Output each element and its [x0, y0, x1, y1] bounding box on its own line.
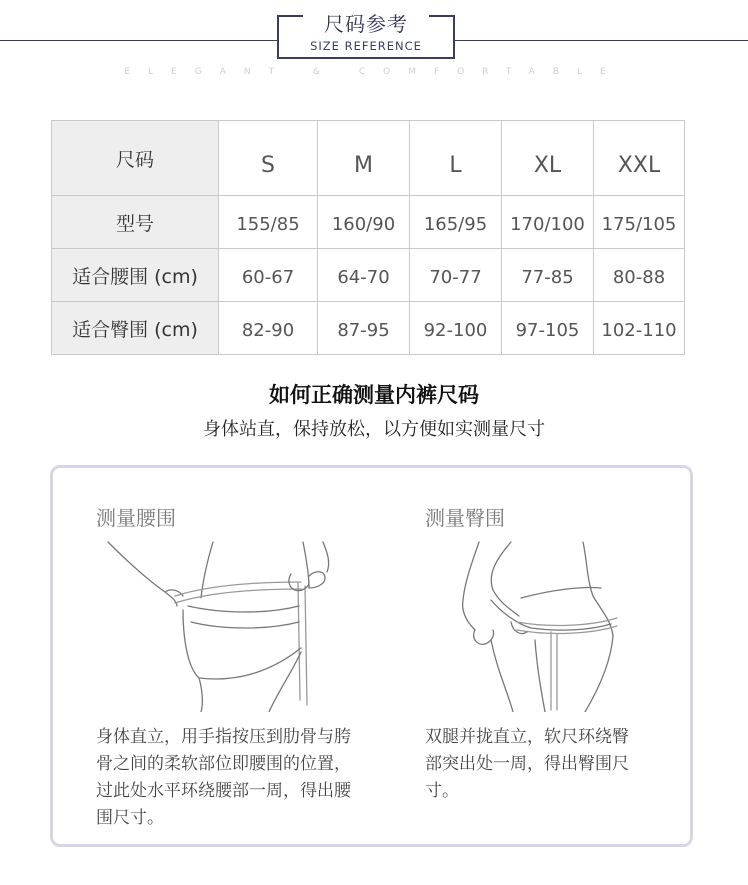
table-cell: 92-100 [410, 302, 502, 355]
table-row [52, 302, 685, 355]
table-cell: 160/90 [318, 196, 410, 249]
hip-description-line: 双腿并拢直立，软尺环绕臀 [425, 727, 629, 747]
table-cell: 77-85 [502, 249, 594, 302]
header-subtitle: SIZE REFERENCE [310, 39, 422, 53]
size-label: L [410, 121, 502, 196]
table-cell: 80-88 [594, 249, 685, 302]
waist-description-line: 身体直立，用手指按压到肋骨与胯 [96, 727, 351, 747]
waist-description-line: 围尺寸。 [96, 808, 164, 828]
size-chart-table [51, 120, 685, 355]
size-label: S [219, 121, 318, 196]
table-cell: 165/95 [410, 196, 502, 249]
table-cell: 97-105 [502, 302, 594, 355]
howto-subtitle: 身体站直，保持放松，以方便如实测量尺寸 [203, 419, 545, 440]
table-header-row [52, 121, 685, 196]
table-row [52, 249, 685, 302]
header-rule-right [455, 40, 748, 41]
table-cell: 64-70 [318, 249, 410, 302]
waist-description-line: 骨之间的柔软部位即腰围的位置， [96, 754, 351, 774]
table-header-label: 尺码 [52, 121, 219, 196]
hip-description-line: 部突出处一周，得出臀围尺 [425, 754, 629, 774]
hip-description-line: 寸。 [425, 781, 459, 801]
header-title: 尺码参考 [324, 12, 408, 36]
size-label: XXL [594, 121, 685, 196]
waist-description-line: 过此处水平环绕腰部一周，得出腰 [96, 781, 351, 801]
waist-title: 测量腰围 [96, 506, 176, 530]
table-cell: 87-95 [318, 302, 410, 355]
header-title-box [277, 12, 455, 59]
waist-measure-illustration [103, 540, 353, 712]
header-rule-left [0, 40, 277, 41]
waist-description [96, 724, 396, 832]
row-label: 适合腰围 (cm) [52, 249, 219, 302]
table-cell: 175/105 [594, 196, 685, 249]
hip-measure-illustration [451, 540, 651, 712]
hip-description [425, 724, 675, 805]
measurement-card [50, 465, 693, 847]
table-cell: 155/85 [219, 196, 318, 249]
header-tagline: ELEGANT & COMFORTABLE [124, 67, 624, 77]
size-label: M [318, 121, 410, 196]
size-label: XL [502, 121, 594, 196]
table-row [52, 196, 685, 249]
row-label: 型号 [52, 196, 219, 249]
table-cell: 60-67 [219, 249, 318, 302]
row-label: 适合臀围 (cm) [52, 302, 219, 355]
table-cell: 82-90 [219, 302, 318, 355]
table-cell: 170/100 [502, 196, 594, 249]
howto-title: 如何正确测量内裤尺码 [269, 383, 479, 407]
table-cell: 70-77 [410, 249, 502, 302]
table-cell: 102-110 [594, 302, 685, 355]
hip-title: 测量臀围 [425, 506, 505, 530]
